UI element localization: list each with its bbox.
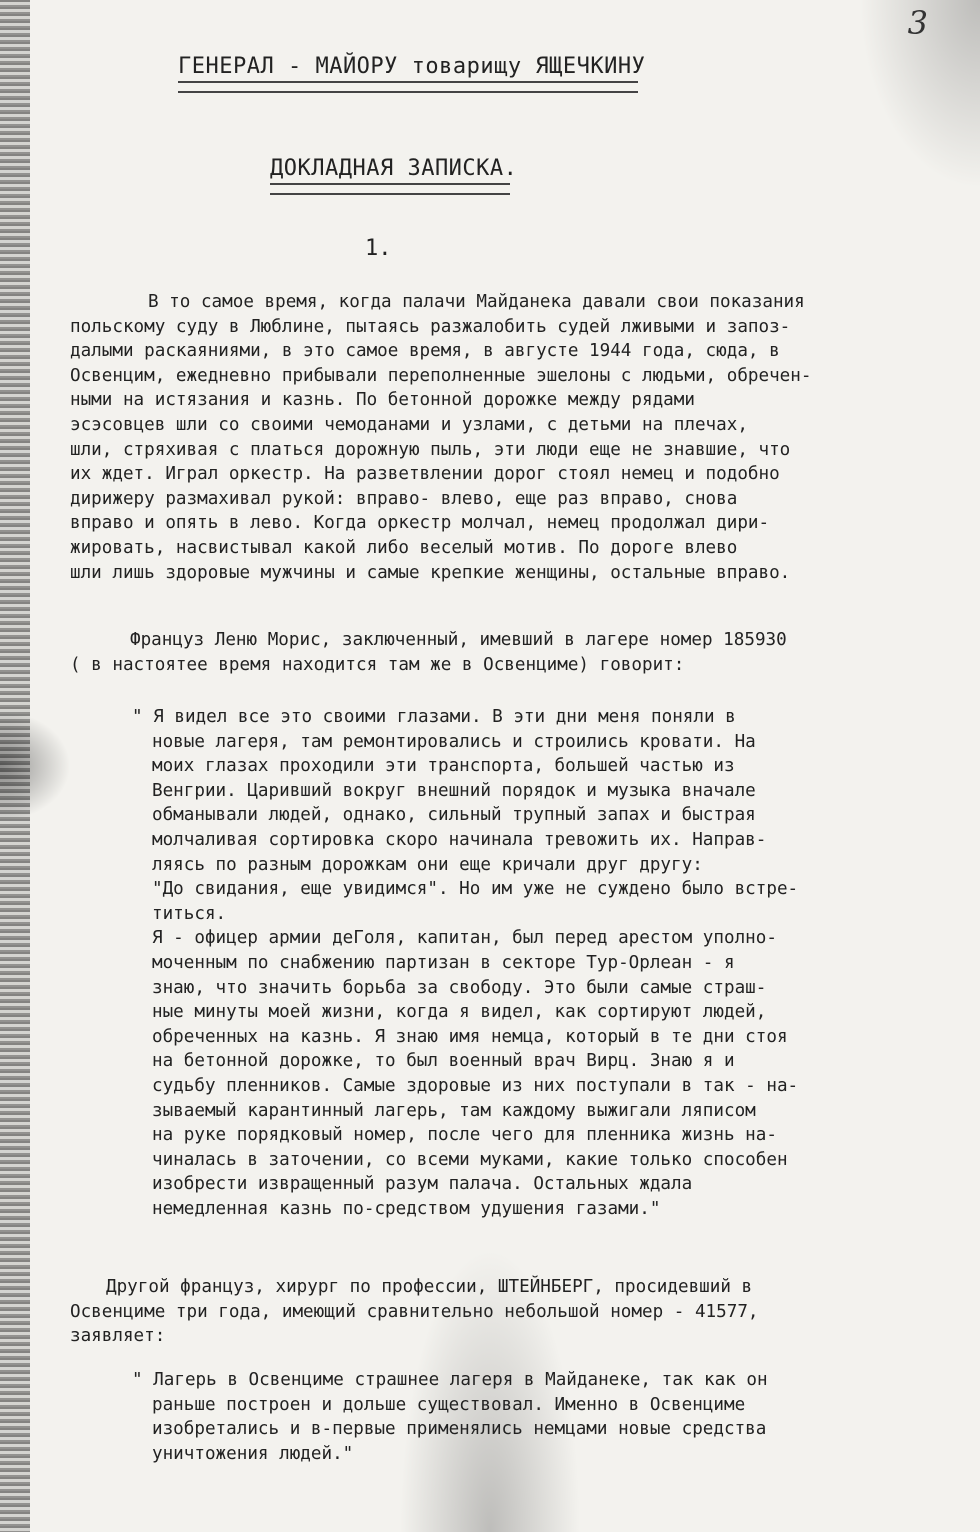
title-text: ДОКЛАДНАЯ ЗАПИСКА. — [270, 156, 518, 181]
text-line: " Я видел все это своими глазами. В эти дни меня поняли в — [132, 707, 736, 727]
addressee-heading — [178, 54, 645, 93]
text-line: Освенцим, ежедневно прибывали переполненные эшелоны с людьми, обречен- — [70, 365, 812, 386]
text-line: дирижеру размахивал рукой: вправо- влево, еще раз вправо, снова — [70, 488, 738, 509]
text-line: вправо и опять в лево. Когда оркестр молчал, немец продолжал дири- — [70, 513, 770, 534]
text-line: обреченных на казнь. Я знаю имя немца, который в те дни стоя — [152, 1026, 788, 1047]
section-number: 1. — [365, 236, 392, 261]
text-line: на руке порядковый номер, после чего для пленника жизнь на- — [152, 1125, 777, 1146]
text-line: Венгрии. Царивший вокруг внешний порядок и музыка вначале — [152, 780, 756, 801]
text-line: титься. — [152, 903, 227, 924]
text-line: моих глазах проходили эти транспорта, большей частью из — [152, 756, 735, 777]
text-line: эсэсовцев шли со своими чемоданами и узлами, с детьми на плечах, — [70, 414, 748, 435]
text-line: на бетонной дорожке, то был военный врач Вирц. Знаю я и — [152, 1051, 735, 1072]
text-line: шли лишь здоровые мужчины и самые крепкие женщины, остальные вправо. — [70, 562, 791, 583]
text-line: обманывали людей, однако, сильный трупный запах и быстрая — [152, 805, 756, 826]
text-line: их ждет. Играл оркестр. На разветвлении дорог стоял немец и подобно — [70, 464, 780, 485]
text-line: чиналась в заточении, со всеми муками, какие только способен — [152, 1149, 788, 1170]
text-line: ными на истязания и казнь. По бетонной дорожке между рядами — [70, 390, 695, 411]
text-line: ( в настоятее время находится там же в Освенциме) говорит: — [70, 654, 685, 675]
text-line: В то самое время, когда палачи Майданека давали свои показания — [148, 292, 805, 312]
scan-edge-shadow — [0, 0, 30, 1532]
double-underline — [178, 81, 638, 93]
text-line: изобретались и в-первые применялись немцами новые средства — [152, 1419, 767, 1440]
text-line: изобрести извращенный разум палача. Остальных ждала — [152, 1174, 693, 1195]
text-line: польскому суду в Люблине, пытаясь разжалобить судей лживыми и запоз- — [70, 316, 791, 337]
paragraph-3 — [70, 1275, 759, 1349]
double-underline — [270, 183, 510, 195]
text-line: моченным по снабжению партизан в секторе Тур-Орлеан - я — [152, 952, 735, 973]
text-line: шли, стряхивая с платься дорожную пыль, эти люди еще не знавшие, что — [70, 439, 791, 460]
text-line: заявляет: — [70, 1326, 166, 1347]
text-line: раньше построен и дольше существовал. Именно в Освенциме — [152, 1394, 746, 1415]
addressee-text: ГЕНЕРАЛ - МАЙОРУ товарищу ЯЩЕЧКИНУ — [178, 54, 646, 79]
paragraph-1 — [70, 290, 811, 585]
text-line: жировать, насвистывал какой либо веселый мотив. По дороге влево — [70, 537, 738, 558]
text-line: Француз Леню Морис, заключенный, имевший в лагере номер 185930 — [130, 630, 787, 650]
text-line: зываемый карантинный лагерь, там каждому выжигали ляписом — [152, 1100, 756, 1121]
text-line: Другой француз, хирург по профессии, ШТЕЙНБЕРГ, просидевший в — [106, 1277, 753, 1297]
text-line: ные минуты моей жизни, когда я видел, как сортируют людей, — [152, 1002, 767, 1023]
text-line: немедленная казнь по-средством удушения газами." — [152, 1198, 661, 1219]
text-line: " Лагерь в Освенциме страшнее лагеря в Майданеке, так как он — [132, 1370, 768, 1390]
text-line: новые лагеря, там ремонтировались и строились кровати. На — [152, 731, 756, 752]
text-line: судьбу пленников. Самые здоровые из них поступали в так - на- — [152, 1075, 799, 1096]
page-number: 3 — [907, 4, 928, 42]
quote-moris — [132, 705, 798, 1221]
text-line: Освенциме три года, имеющий сравнительно небольшой номер - 41577, — [70, 1301, 759, 1322]
text-line: "До свидания, еще увидимся". Но им уже не суждено было встре- — [152, 879, 799, 900]
text-line: далыми раскаяниями, в это самое время, в августе 1944 года, сюда, в — [70, 341, 780, 362]
text-line: знаю, что значить борьба за свободу. Это были самые страш- — [152, 977, 767, 998]
document-title — [270, 156, 517, 195]
text-line: молчаливая сортировка скоро начинала тревожить их. Направ- — [152, 829, 767, 850]
text-line: уничтожения людей." — [152, 1443, 354, 1464]
quote-steinberg — [132, 1368, 768, 1466]
text-line: ляясь по разным дорожкам они еще кричали друг другу: — [152, 854, 703, 875]
paragraph-2 — [70, 628, 787, 677]
text-line: Я - офицер армии деГоля, капитан, был перед арестом уполно- — [152, 928, 777, 949]
